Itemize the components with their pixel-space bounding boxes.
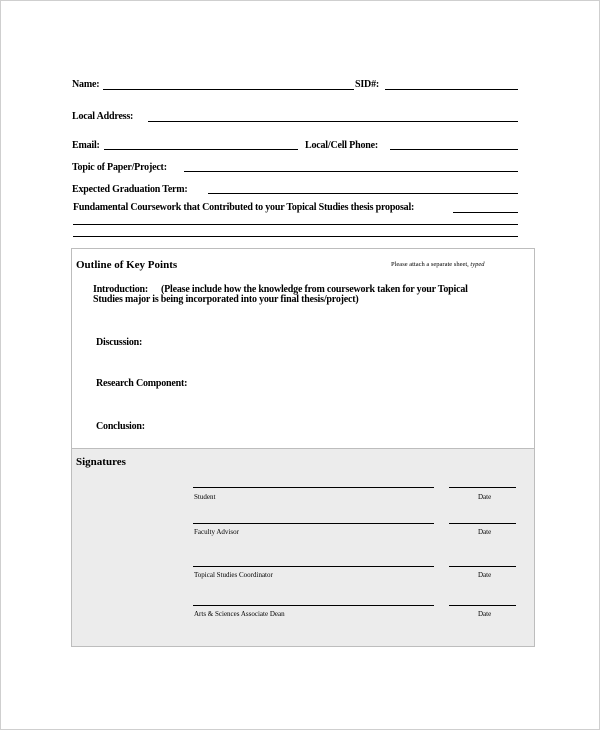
- dean-date-label: Date: [478, 610, 492, 618]
- outline-note: Please attach a separate sheet, typed: [391, 261, 485, 268]
- graduation-label: Expected Graduation Term:: [72, 184, 188, 195]
- name-label: Name:: [72, 79, 100, 90]
- dean-date-line[interactable]: [449, 605, 516, 606]
- sid-field[interactable]: [385, 89, 518, 90]
- student-date-line[interactable]: [449, 487, 516, 488]
- signatures-box: [71, 448, 535, 647]
- coursework-line-3[interactable]: [73, 236, 518, 237]
- conclusion-label: Conclusion:: [96, 421, 145, 432]
- graduation-field[interactable]: [208, 193, 518, 194]
- coordinator-date-label: Date: [478, 571, 492, 579]
- coordinator-signature-line[interactable]: [193, 566, 434, 567]
- intro-label: Introduction:: [93, 284, 149, 295]
- name-field[interactable]: [103, 89, 354, 90]
- intro-text-1: (Please include how the knowledge from coursework taken for your Topical: [161, 284, 468, 295]
- student-date-label: Date: [478, 493, 492, 501]
- outline-box: [71, 248, 535, 449]
- dean-label: Arts & Sciences Associate Dean: [194, 610, 285, 618]
- phone-field[interactable]: [390, 149, 518, 150]
- coordinator-label: Topical Studies Coordinator: [194, 571, 273, 579]
- outline-title: Outline of Key Points: [76, 259, 178, 271]
- coursework-line-2[interactable]: [73, 224, 518, 225]
- signatures-title: Signatures: [76, 456, 126, 468]
- coursework-label: Fundamental Coursework that Contributed to your Topical Studies thesis proposal:: [73, 202, 415, 213]
- discussion-label: Discussion:: [96, 337, 143, 348]
- local-address-field[interactable]: [148, 121, 518, 122]
- local-address-label: Local Address:: [72, 111, 134, 122]
- outline-note-italic: typed: [470, 261, 485, 268]
- advisor-date-label: Date: [478, 528, 492, 536]
- coordinator-date-line[interactable]: [449, 566, 516, 567]
- dean-signature-line[interactable]: [193, 605, 434, 606]
- phone-label: Local/Cell Phone:: [305, 140, 378, 151]
- student-signature-line[interactable]: [193, 487, 434, 488]
- topic-field[interactable]: [184, 171, 518, 172]
- coursework-field[interactable]: [453, 212, 518, 213]
- email-label: Email:: [72, 140, 100, 151]
- student-label: Student: [194, 493, 216, 501]
- advisor-signature-line[interactable]: [193, 523, 434, 524]
- advisor-date-line[interactable]: [449, 523, 516, 524]
- email-field[interactable]: [104, 149, 298, 150]
- sid-label: SID#:: [355, 79, 380, 90]
- research-label: Research Component:: [96, 378, 188, 389]
- topic-label: Topic of Paper/Project:: [72, 162, 167, 173]
- advisor-label: Faculty Advisor: [194, 528, 239, 536]
- intro-text-2: Studies major is being incorporated into your final thesis/project): [93, 294, 359, 305]
